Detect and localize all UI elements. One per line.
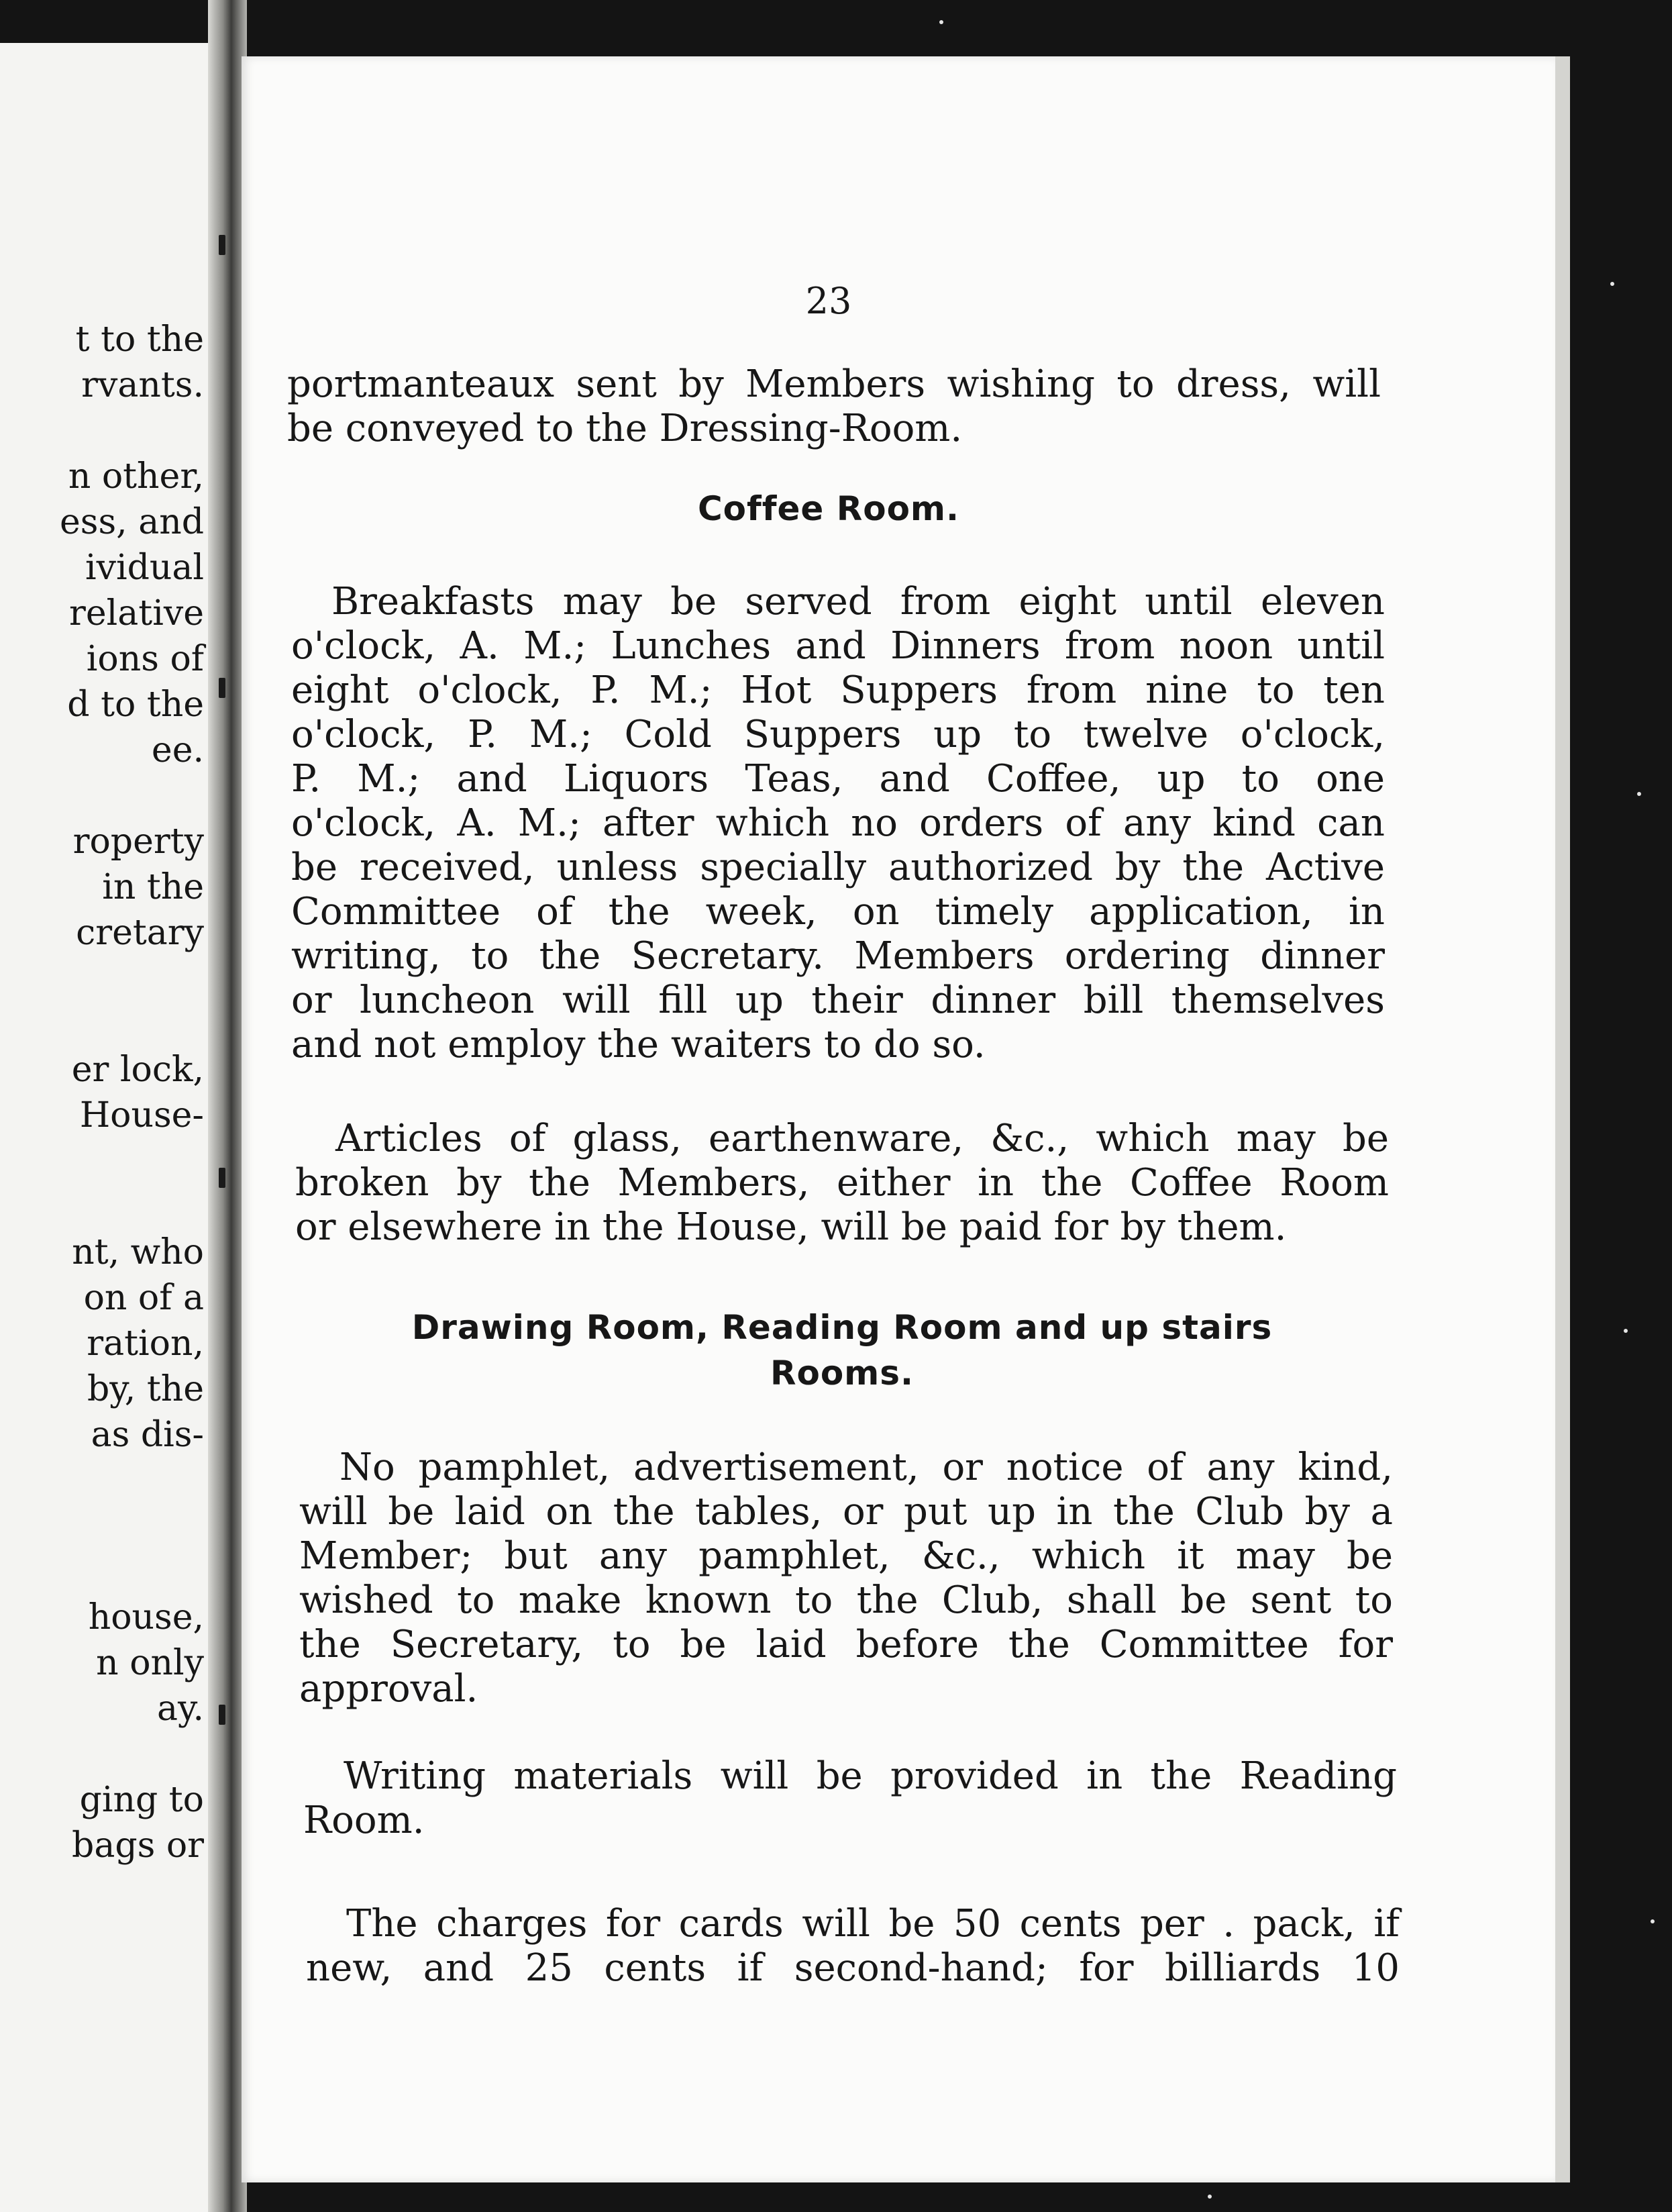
binding-stitch-mark — [219, 235, 225, 255]
text-line: or luncheon will fill up their dinner bill themselves — [291, 978, 1385, 1022]
drawing-room-paragraph-1 — [299, 1446, 1393, 1711]
drawing-room-paragraph-2 — [303, 1754, 1397, 1843]
left-page-line: n other, — [68, 456, 204, 497]
text-line: will be laid on the tables, or put up in the Club by a — [299, 1490, 1393, 1534]
left-page-line: er lock, — [71, 1050, 204, 1090]
left-page-line: bags or — [72, 1825, 204, 1866]
text-line: or elsewhere in the House, will be paid for by them. — [295, 1205, 1287, 1249]
left-page-line: as dis- — [91, 1415, 204, 1455]
left-page-line: d to the — [67, 685, 204, 725]
left-page-line: rvants. — [81, 365, 204, 405]
left-page-line: on of a — [83, 1278, 204, 1318]
heading-line: Rooms. — [770, 1354, 915, 1393]
text-line: Breakfasts may be served from eight until eleven — [331, 580, 1385, 623]
left-page-line: roperty — [72, 821, 204, 862]
text-line: broken by the Members, either in the Coffee Room — [295, 1161, 1389, 1205]
left-page-line: ging to — [79, 1780, 204, 1820]
page-edge — [1555, 56, 1570, 2182]
left-page-line — [0, 408, 204, 454]
text-line: Room. — [303, 1799, 425, 1842]
drawing-room-paragraph-3 — [306, 1902, 1400, 1991]
text-line: No pamphlet, advertisement, or notice of any kind, — [339, 1446, 1393, 1489]
left-page-line: ividual — [85, 548, 204, 588]
section-heading-coffee-room — [282, 486, 1375, 532]
left-page-line: cretary — [76, 913, 204, 953]
right-page — [242, 56, 1557, 2182]
binding-stitch-mark — [219, 678, 225, 698]
text-line: new, and 25 cents if second-hand; for billiards 10 — [306, 1946, 1400, 1990]
text-line: Member; but any pamphlet, &c., which it may be — [299, 1534, 1393, 1578]
left-page-line: by, the — [87, 1369, 204, 1409]
left-page-line — [0, 1001, 204, 1047]
binding-stitch-mark — [219, 1168, 225, 1188]
scan-dust-speck — [1624, 1329, 1628, 1333]
text-line: o'clock, A. M.; after which no orders of any kind can — [291, 801, 1385, 845]
left-page-line: in the — [102, 867, 204, 907]
left-page-line: relative — [69, 593, 204, 634]
page-number: 23 — [805, 280, 852, 322]
text-line: Articles of glass, earthenware, &c., which may be — [335, 1117, 1389, 1160]
heading-line: Drawing Room, Reading Room and up stairs — [411, 1308, 1273, 1347]
scan-dust-speck — [1637, 792, 1641, 796]
left-page-line: ess, and — [60, 502, 204, 542]
opening-paragraph — [287, 362, 1381, 451]
text-line: portmanteaux sent by Members wishing to dress, will — [287, 362, 1381, 406]
text-line: writing, to the Secretary. Members ordering dinner — [291, 934, 1385, 978]
text-line: o'clock, A. M.; Lunches and Dinners from noon until — [291, 624, 1385, 668]
heading-line: Coffee Room. — [697, 489, 960, 528]
left-page-line: House- — [79, 1095, 204, 1136]
left-page-line: t to the — [75, 319, 204, 360]
text-line: approval. — [299, 1667, 478, 1711]
text-line: o'clock, P. M.; Cold Suppers up to twelve o'clock, — [291, 713, 1385, 756]
section-heading-drawing-room — [295, 1305, 1389, 1396]
left-page-line: n only — [96, 1643, 204, 1683]
binding-stitch-mark — [219, 1705, 225, 1725]
text-line: Writing materials will be provided in the Reading — [344, 1754, 1397, 1798]
text-line: The charges for cards will be 50 cents per . pack, if — [346, 1902, 1400, 1946]
scan-dust-speck — [1208, 2195, 1212, 2199]
left-page-line: nt, who — [72, 1232, 204, 1272]
left-page-text-column — [0, 317, 204, 1868]
text-line: Committee of the week, on timely application, in — [291, 890, 1385, 934]
scan-dust-speck — [939, 20, 943, 24]
text-line: and not employ the waiters to do so. — [291, 1023, 986, 1066]
text-line: eight o'clock, P. M.; Hot Suppers from nine to ten — [291, 668, 1385, 712]
coffee-room-paragraph-1 — [291, 580, 1385, 1067]
left-page-line: ee. — [151, 730, 204, 770]
left-page — [0, 43, 212, 2212]
left-page-line — [0, 956, 204, 1001]
left-page-line — [0, 1138, 204, 1184]
left-page-line — [0, 773, 204, 819]
left-page-line — [0, 1503, 204, 1549]
left-page-line: ration, — [87, 1323, 204, 1364]
coffee-room-paragraph-2 — [295, 1117, 1389, 1250]
text-line: wished to make known to the Club, shall be sent to — [299, 1578, 1393, 1622]
left-page-line: ions of — [86, 639, 204, 679]
left-page-line — [0, 1184, 204, 1229]
scan-dust-speck — [1610, 282, 1614, 286]
text-line: be received, unless specially authorized by the Active — [291, 846, 1385, 889]
text-line: the Secretary, to be laid before the Committee for — [299, 1623, 1393, 1666]
text-line: be conveyed to the Dressing-Room. — [287, 407, 963, 450]
left-page-line: house, — [88, 1597, 204, 1638]
left-page-line: ay. — [156, 1689, 204, 1729]
left-page-line — [0, 1731, 204, 1777]
left-page-line — [0, 1458, 204, 1503]
left-page-line — [0, 1549, 204, 1595]
scan-dust-speck — [1651, 1919, 1655, 1923]
text-line: P. M.; and Liquors Teas, and Coffee, up to one — [291, 757, 1385, 801]
